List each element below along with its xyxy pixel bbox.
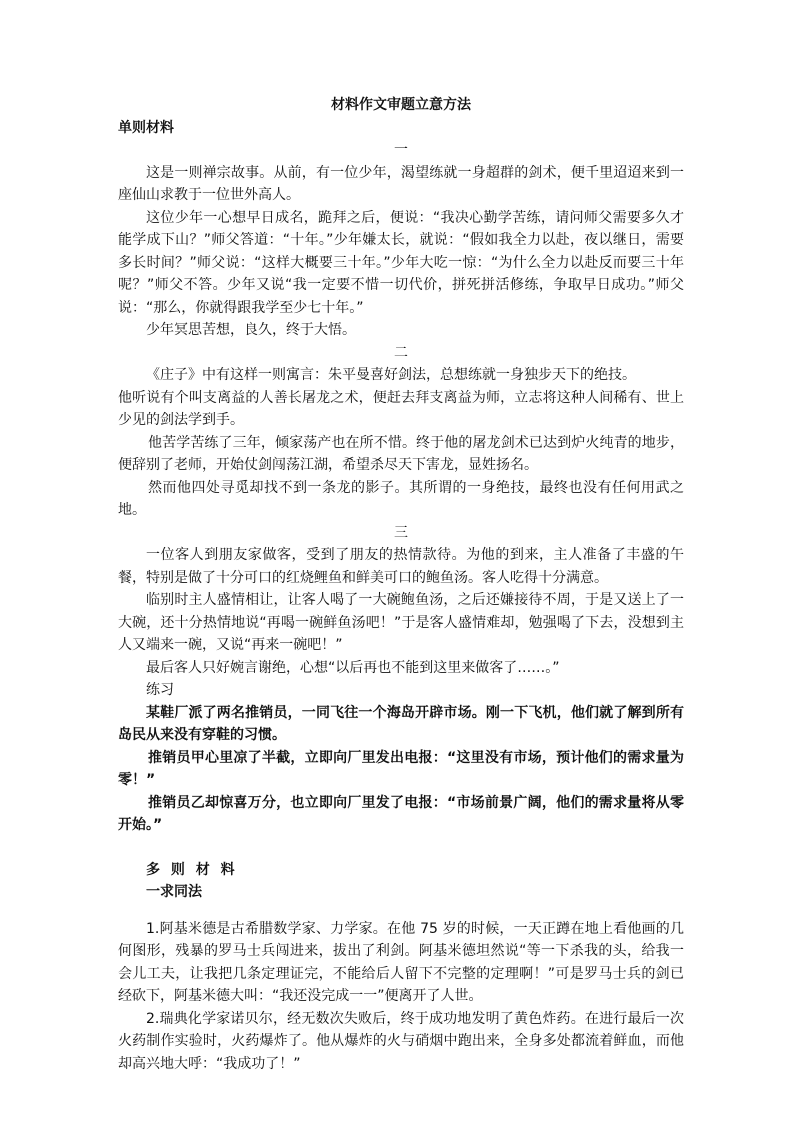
paragraph: 这是一则禅宗故事。从前，有一位少年，渴望练就一身超群的剑术，便千里迢迢来到一座仙山求教于一位世外高人。: [118, 164, 684, 203]
paragraph: 他苦学苦练了三年，倾家荡产也在所不惜。终于他的屠龙剑术已达到炉火纯青的地步，便辞别了老师，开始仗剑闯荡江湖，希望杀尽天下害龙，显姓扬名。: [118, 434, 684, 473]
paragraph: 推销员甲心里凉了半截，立即向厂里发出电报：“这里没有市场，预计他们的需求量为零！”: [118, 749, 684, 788]
spacer: [118, 904, 684, 918]
section-heading-multi: 多 则 材 料: [146, 861, 238, 878]
paragraph: 最后客人只好婉言谢绝，心想“以后再也不能到这里来做客了……。”: [146, 659, 560, 676]
exercise-label: 练习: [146, 682, 174, 698]
paragraph: 他听说有个叫支离益的人善长屠龙之术，便赶去拜支离益为师，立志将这种人间稀有、世上少见的剑法学到手。: [118, 389, 684, 428]
part-number-3: 三: [394, 524, 408, 541]
paragraph: 这位少年一心想早日成名，跪拜之后，便说：“我决心勤学苦练，请问师父需要多久才能学成下山？”师父答道：“十年。”少年嫌太长，就说：“假如我全力以赴，夜以继日，需要多长时间？”师父说：“这样大概要三十年。”少年大吃一惊：“为什么全力以赴反而要三十年呢？”师父不答。少年又说“我一定要不惜一切代价，拼死拼活修练，争取早日成功。”师父说：“那么，你就得跟我学至少七十年。”: [118, 209, 684, 316]
paragraph: 《庄子》中有这样一则寓言：朱平曼喜好剑法，总想练就一身独步天下的绝技。: [146, 367, 636, 383]
section-heading-single: 单则材料: [118, 119, 174, 136]
paragraph: 临别时主人盛情相让，让客人喝了一大碗鲍鱼汤，之后还嫌接待不周，于是又送上了一大碗，还十分热情地说“再喝一碗鲜鱼汤吧！”于是客人盛情难却，勉强喝了下去，没想到主人又端来一碗，又说“再来一碗吧！”: [118, 592, 684, 653]
paragraph: 然而他四处寻觅却找不到一条龙的影子。其所谓的一身绝技，最终也没有任何用武之地。: [118, 479, 684, 518]
paragraph: 某鞋厂派了两名推销员，一同飞往一个海岛开辟市场。刚一下飞机，他们就了解到所有岛民从来没有穿鞋的习惯。: [118, 704, 684, 743]
paragraph: 1.阿基米德是古希腊数学家、力学家。在他 75 岁的时候，一天正蹲在地上看他画的几何图形，残暴的罗马士兵闯进来，拔出了利剑。阿基米德坦然说“等一下杀我的头，给我一会儿工夫，让我把几条定理证完，不能给后人留下不完整的定理啊！”可是罗马士兵的剑已经砍下，阿基米德大叫：“我还没完成一一”便离开了人世。: [118, 920, 684, 1004]
paragraph: 一位客人到朋友家做客，受到了朋友的热情款待。为他的到来，主人准备了丰盛的午餐，特别是做了十分可口的红烧鲤鱼和鲜美可口的鲍鱼汤。客人吃得十分满意。: [118, 547, 684, 586]
document-page: [118, 94, 684, 1075]
document-title: 材料作文审题立意方法: [331, 97, 471, 113]
paragraph: 少年冥思苦想，良久，终于大悟。: [146, 322, 356, 338]
part-number-1: 一: [394, 142, 408, 158]
method-heading: 一求同法: [146, 884, 202, 900]
paragraph: 推销员乙却惊喜万分，也立即向厂里发了电报：“市场前景广阔，他们的需求量将从零开始。”: [118, 794, 684, 833]
spacer: [118, 837, 684, 859]
paragraph: 2.瑞典化学家诺贝尔，经无数次失败后，终于成功地发明了黄色炸药。在进行最后一次火药制作实验时，火药爆炸了。他从爆炸的火与硝烟中跑出来，全身多处都流着鲜血，而他却高兴地大呼：“我成功了！”: [118, 1010, 684, 1072]
part-number-2: 二: [394, 344, 408, 361]
